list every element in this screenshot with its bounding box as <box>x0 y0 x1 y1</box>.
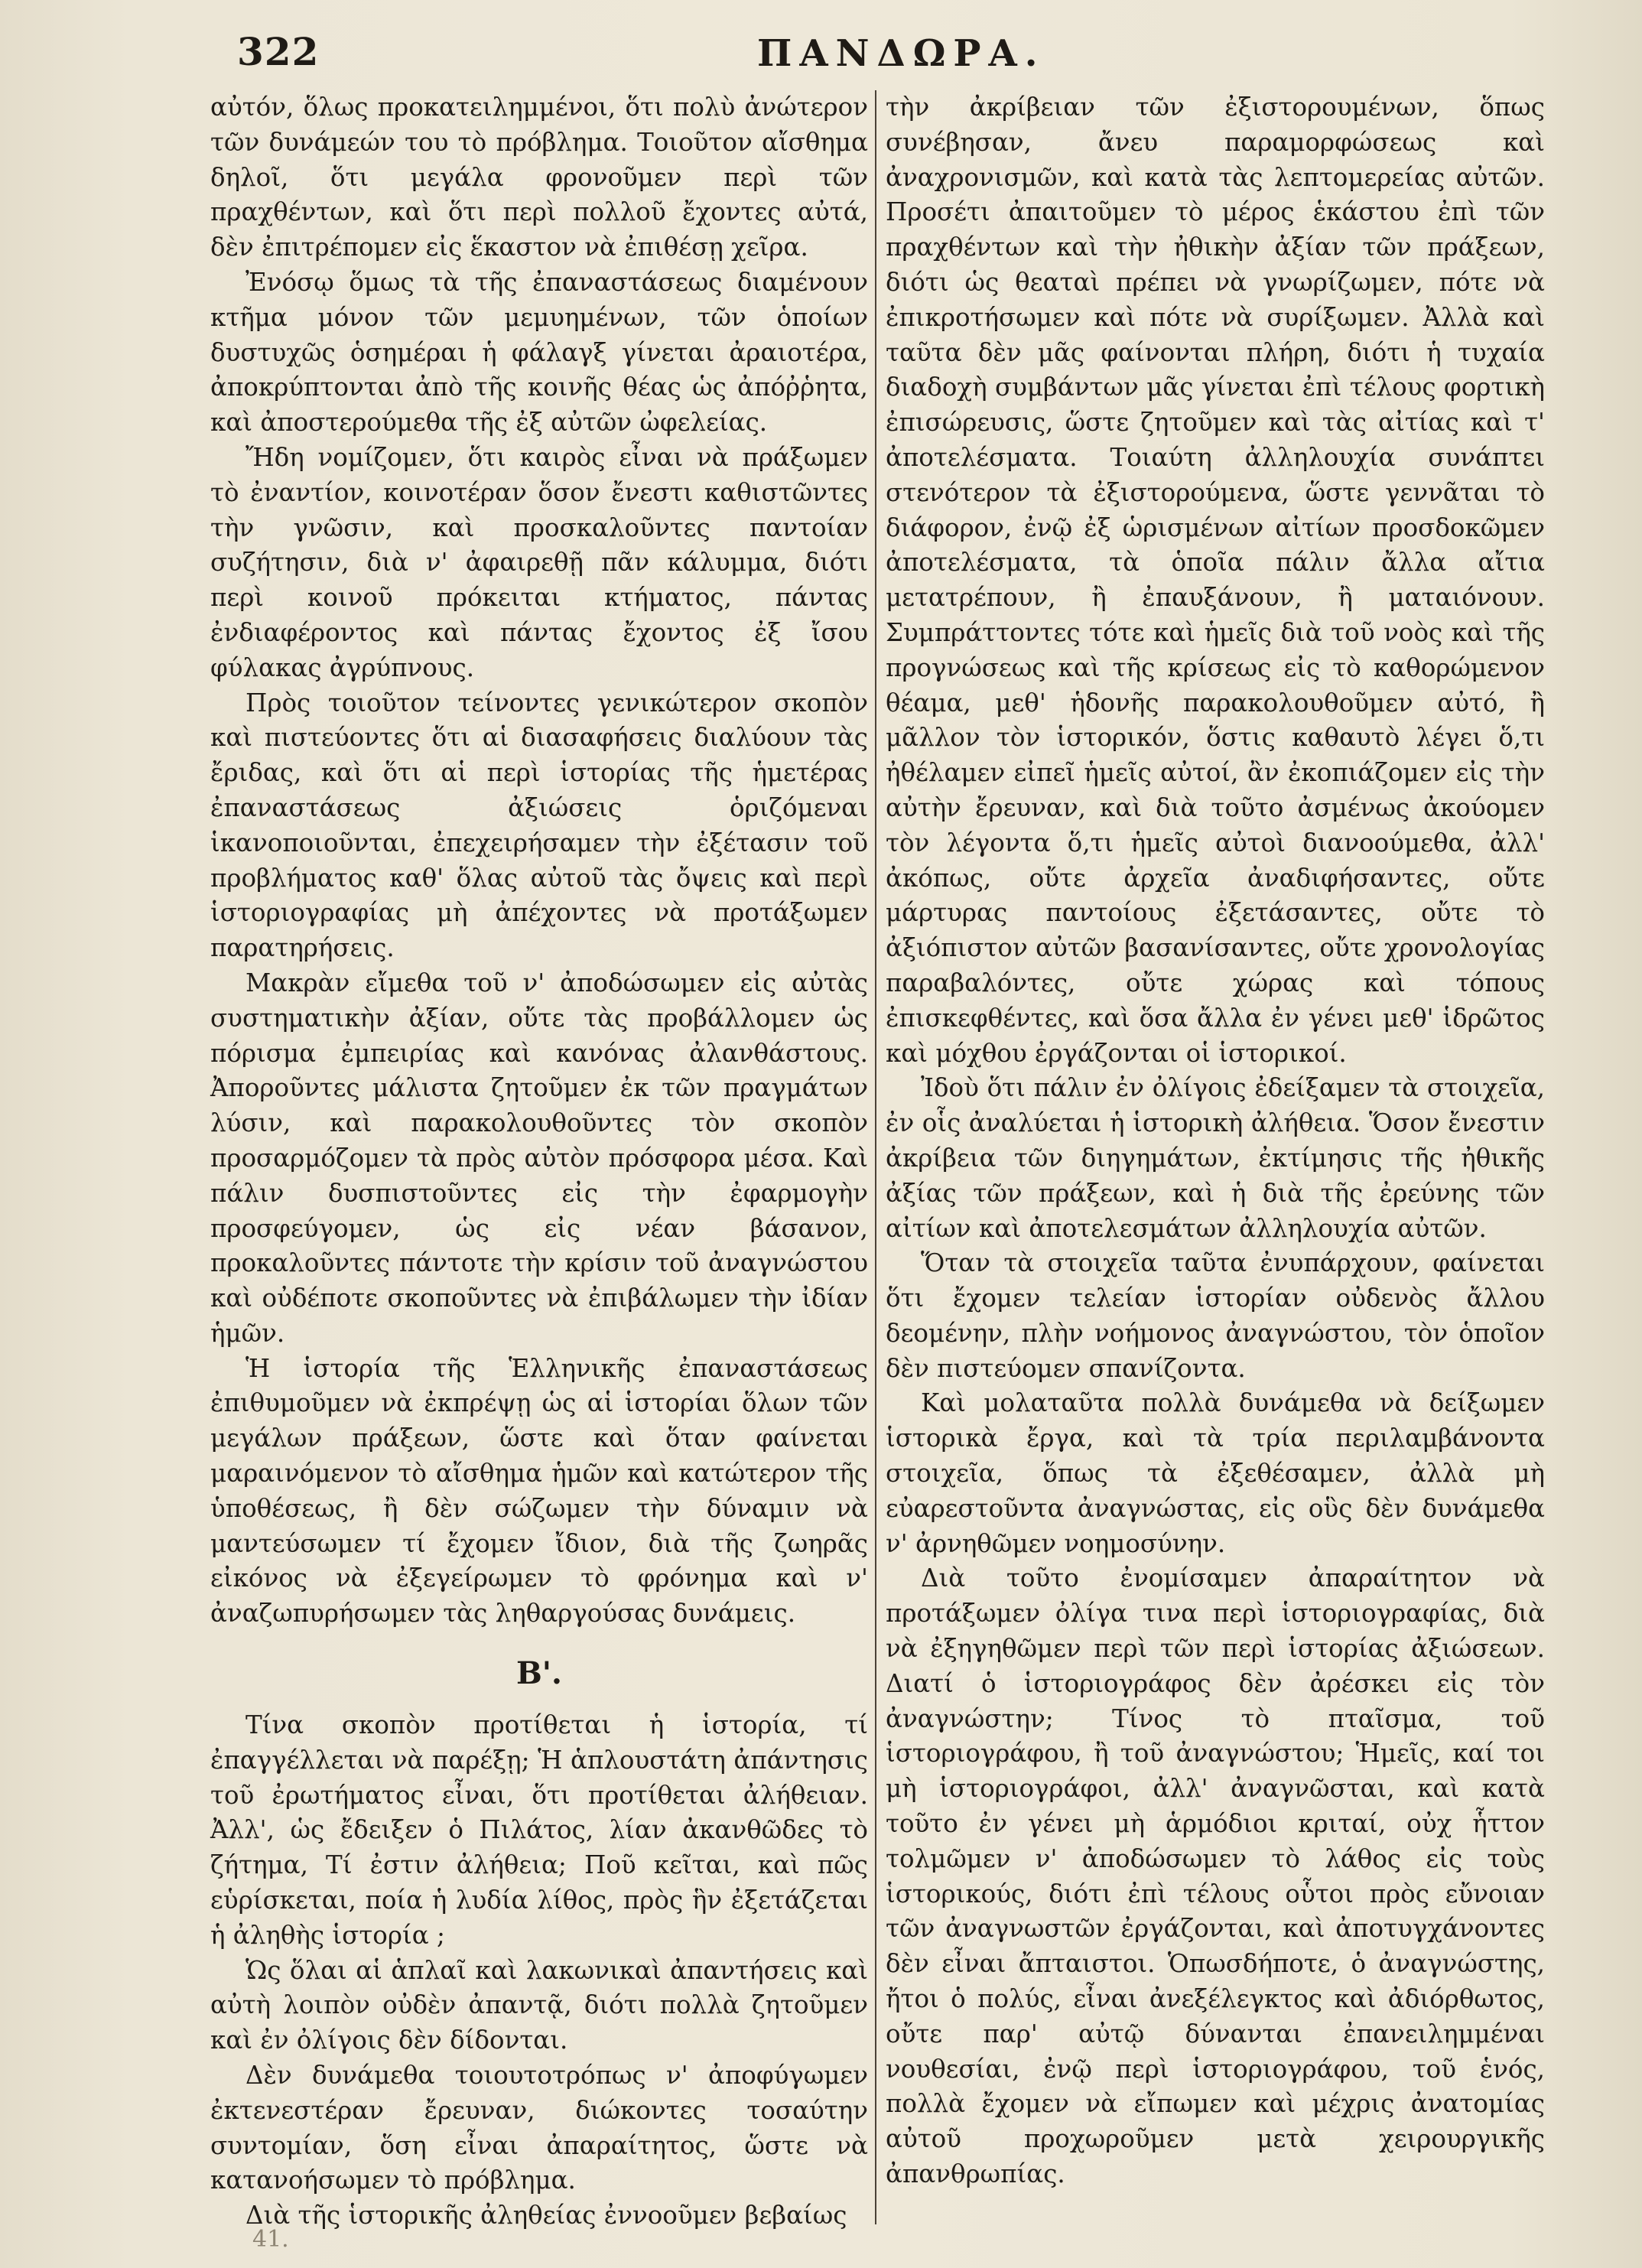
paragraph: Ἐνόσῳ ὅμως τὰ τῆς ἐπαναστάσεως διαμένουν κτῆμα μόνον τῶν μεμυημένων, τῶν ὁποίων δυστυχῶς ὁσημέραι ἡ φάλαγξ γίνεται ἀραιοτέρα, ἀποκρύπτονται ἀπὸ τῆς κοινῆς θέας ὡς ἀπόῤῥητα, καὶ ἀποστερούμεθα τῆς ἐξ αὐτῶν ὠφελείας. <box>210 267 868 438</box>
paragraph: Ἡ ἱστορία τῆς Ἑλληνικῆς ἐπαναστάσεως ἐπιθυμοῦμεν νὰ ἐκπρέψῃ ὡς αἱ ἱστορίαι ὅλων τῶν μεγάλων πράξεων, ὥστε καὶ ὅταν φαίνεται μαραινόμενον τὸ αἴσθημα ἡμῶν καὶ κατώτερον τῆς ὑποθέσεως, ἢ δὲν σώζωμεν τὴν δύναμιν νὰ μαντεύσωμεν τί ἔχομεν ἴδιον, διὰ τῆς ζωηρᾶς εἰκόνος νὰ ἐξεγείρωμεν τὸ φρόνημα καὶ ν' ἀναζωπυρήσωμεν τὰς ληθαργούσας δυνάμεις. <box>210 1353 868 1629</box>
paragraph: τὴν ἀκρίβειαν τῶν ἐξιστορουμένων, ὅπως συνέβησαν, ἄνευ παραμορφώσεως καὶ ἀναχρονισμῶν, καὶ κατὰ τὰς λεπτομερείας αὐτῶν. Προσέτι ἀπαιτοῦμεν τὸ μέρος ἑκάστου ἐπὶ τῶν πραχθέντων καὶ τὴν ἠθικὴν ἀξίαν τῶν πράξεων, διότι ὡς θεαταὶ πρέπει νὰ γνωρίζωμεν, πότε νὰ ἐπικροτήσωμεν καὶ πότε νὰ συρίξωμεν. Ἀλλὰ καὶ ταῦτα δὲν μᾶς φαίνονται πλήρη, διότι ἡ τυχαία διαδοχὴ συμβάντων μᾶς γίνεται ἐπὶ τέλους φορτικὴ ἐπισώρευσις, ὥστε ζητοῦμεν καὶ τὰς αἰτίας καὶ τ' ἀποτελέσματα. Τοιαύτη ἀλληλουχία συνάπτει στενότερον τὰ ἐξιστορούμενα, ὥστε γεννᾶται τὸ διάφορον, ἐνῷ ἐξ ὡρισμένων αἰτίων προσδοκῶμεν ἀποτελέσματα, τὰ ὁποῖα πάλιν ἄλλα αἴτια μετατρέπουν, ἢ ἐπαυξάνουν, ἢ ματαιόνουν. Συμπράττοντες τότε καὶ ἡμεῖς διὰ τοῦ νοὸς καὶ τῆς προγνώσεως καὶ τῆς κρίσεως εἰς τὸ καθορώμενον θέαμα, μεθ' ἡδονῆς παρακολουθοῦμεν αὐτό, ἢ μᾶλλον τὸν ἱστορικόν, ὅστις καθαυτὸ λέγει ὅ,τι ἠθέλαμεν εἰπεῖ ἡμεῖς αὐτοί, ἂν ἐκοπιάζομεν εἰς τὴν αὐτὴν ἔρευναν, καὶ διὰ τοῦτο ἀσμένως ἀκούομεν τὸν λέγοντα ὅ,τι ἡμεῖς αὐτοὶ διανοούμεθα, ἀλλ' ἀκόπως, οὔτε ἀρχεῖα ἀναδιφήσαντες, οὔτε μάρτυρας παντοίους ἐξετάσαντες, οὔτε τὸ ἀξιόπιστον αὐτῶν βασανίσαντες, οὔτε χρονολογίας παραβαλόντες, οὔτε χώρας καὶ τόπους ἐπισκεφθέντες, καὶ ὅσα ἄλλα ἐν γένει μεθ' ἱδρῶτος καὶ μόχθου ἐργάζονται οἱ ἱστορικοί. <box>886 93 1545 1068</box>
page-number: 322 <box>237 29 320 74</box>
paragraph: Καὶ μολαταῦτα πολλὰ δυνάμεθα νὰ δείξωμεν ἱστορικὰ ἔργα, καὶ τὰ τρία περιλαμβάνοντα στοιχεῖα, ὅπως τὰ ἐξεθέσαμεν, ἀλλὰ μὴ εὐαρεστοῦντα ἀναγνώστας, εἰς οὓς δὲν δυνάμεθα ν' ἀρνηθῶμεν νοημοσύνην. <box>886 1388 1545 1558</box>
paragraph: Ἤδη νομίζομεν, ὅτι καιρὸς εἶναι νὰ πράξωμεν τὸ ἐναντίον, κοινοτέραν ὅσον ἔνεστι καθιστῶντες τὴν γνῶσιν, καὶ προσκαλοῦντες παντοίαν συζήτησιν, διὰ ν' ἀφαιρεθῇ πᾶν κάλυμμα, διότι περὶ κοινοῦ πρόκειται κτήματος, πάντας ἐνδιαφέροντος καὶ πάντας ἔχοντος ἐξ ἴσου φύλακας ἀγρύπνους. <box>210 442 868 682</box>
left-column <box>210 90 868 2234</box>
paragraph: Πρὸς τοιοῦτον τείνοντες γενικώτερον σκοπὸν καὶ πιστεύοντες ὅτι αἱ διασαφήσεις διαλύουν τὰς ἔριδας, καὶ ὅτι αἱ περὶ ἱστορίας τῆς ἡμετέρας ἐπαναστάσεως ἀξιώσεις ὁριζόμεναι ἱκανοποιοῦνται, ἐπεχειρήσαμεν τὴν ἐξέτασιν τοῦ προβλήματος καθ' ὅλας αὐτοῦ τὰς ὄψεις καὶ περὶ ἱστοριογραφίας μὴ ἀπέχοντες νὰ προτάξωμεν παρατηρήσεις. <box>210 688 868 963</box>
right-column <box>886 90 1545 2192</box>
paragraph: Διὰ τοῦτο ἐνομίσαμεν ἀπαραίτητον νὰ προτάξωμεν ὀλίγα τινα περὶ ἱστοριογραφίας, διὰ νὰ ἐξηγηθῶμεν περὶ τῶν περὶ ἱστορίας ἀξιώσεων. Διατί ὁ ἱστοριογράφος δὲν ἀρέσκει εἰς τὸν ἀναγνώστην; Τίνος τὸ πταῖσμα, τοῦ ἱστοριογράφου, ἢ τοῦ ἀναγνώστου; Ἡμεῖς, καί τοι μὴ ἱστοριογράφοι, ἀλλ' ἀναγνῶσται, καὶ κατὰ τοῦτο ἐν γένει μὴ ἁρμόδιοι κριταί, οὐχ ἧττον τολμῶμεν ν' ἀποδώσωμεν τὸ λάθος εἰς τοὺς ἱστορικούς, διότι ἐπὶ τέλους οὗτοι πρὸς εὔνοιαν τῶν ἀναγνωστῶν ἐργάζονται, καὶ ἀποτυγχάνοντες δὲν εἶναι ἄπταιστοι. Ὁπωσδήποτε, ὁ ἀναγνώστης, ἤτοι ὁ πολύς, εἶναι ἀνεξέλεγκτος καὶ ἀδιόρθωτος, οὔτε παρ' αὐτῷ δύνανται ἐπανειλημμέναι νουθεσίαι, ἐνῷ περὶ ἱστοριογράφου, τοῦ ἑνός, πολλὰ ἔχομεν νὰ εἴπωμεν καὶ μέχρις ἀνατομίας αὐτοῦ προχωροῦμεν μετὰ χειρουργικῆς ἀπανθρωπίας. <box>886 1564 1545 2189</box>
paragraph: Δὲν δυνάμεθα τοιουτοτρόπως ν' ἀποφύγωμεν ἐκτενεστέραν ἔρευναν, διώκοντες τοσαύτην συντομίαν, ὅση εἶναι ἀπαραίτητος, ὥστε νὰ κατανοήσωμεν τὸ πρόβλημα. <box>210 2061 868 2195</box>
paragraph: Μακρὰν εἴμεθα τοῦ ν' ἀποδώσωμεν εἰς αὐτὰς συστηματικὴν ἀξίαν, οὔτε τὰς προβάλλομεν ὡς πόρισμα ἐμπειρίας καὶ κανόνας ἀλανθάστους. Ἀποροῦντες μάλιστα ζητοῦμεν ἐκ τῶν πραγμάτων λύσιν, καὶ παρακολουθοῦντες τὸν σκοπὸν προσαρμόζομεν τὰ πρὸς αὐτὸν πρόσφορα μέσα. Καὶ πάλιν δυσπιστοῦντες εἰς τὴν ἐφαρμογὴν προσφεύγομεν, ὡς εἰς νέαν βάσανον, προκαλοῦντες πάντοτε τὴν κρίσιν τοῦ ἀναγνώστου καὶ οὐδέποτε σκοποῦντες νὰ ἐπιβάλωμεν τὴν ἰδίαν ἡμῶν. <box>210 968 868 1348</box>
paragraph: αὐτόν, ὅλως προκατειλημμένοι, ὅτι πολὺ ἀνώτερον τῶν δυνάμεών του τὸ πρόβλημα. Τοιοῦτον αἴσθημα δηλοῖ, ὅτι μεγάλα φρονοῦμεν περὶ τῶν πραχθέντων, καὶ ὅτι περὶ πολλοῦ ἔχοντες αὐτά, δὲν ἐπιτρέπομεν εἰς ἕκαστον νὰ ἐπιθέσῃ χεῖρα. <box>210 93 868 262</box>
running-title: ΠΑΝΔΩΡΑ. <box>757 32 1045 75</box>
signature-mark: 41. <box>252 2226 289 2253</box>
paragraph: Τίνα σκοπὸν προτίθεται ἡ ἱστορία, τί ἐπαγγέλλεται νὰ παρέξῃ; Ἡ ἁπλουστάτη ἀπάντησις τοῦ ἐρωτήματος εἶναι, ὅτι προτίθεται ἀλήθειαν. Ἀλλ', ὡς ἔδειξεν ὁ Πιλάτος, λίαν ἀκανθῶδες τὸ ζήτημα, Τί ἐστιν ἀλήθεια; Ποῦ κεῖται, καὶ πῶς εὑρίσκεται, ποία ἡ λυδία λίθος, πρὸς ἣν ἐξετάζεται ἡ ἀληθὴς ἱστορία ; <box>210 1710 868 1950</box>
page-header <box>237 29 1553 75</box>
paragraph: Διὰ τῆς ἱστορικῆς ἀληθείας ἐννοοῦμεν βεβαίως <box>245 2201 847 2231</box>
section-heading: Β'. <box>516 1655 562 1692</box>
paragraph: Ὡς ὅλαι αἱ ἁπλαῖ καὶ λακωνικαὶ ἀπαντήσεις καὶ αὐτὴ λοιπὸν οὐδὲν ἀπαντᾷ, διότι πολλὰ ζητοῦμεν καὶ ἐν ὀλίγοις δὲν δίδονται. <box>210 1955 868 2055</box>
paragraph: Ἰδοὺ ὅτι πάλιν ἐν ὀλίγοις ἐδείξαμεν τὰ στοιχεῖα, ἐν οἷς ἀναλύεται ἡ ἱστορικὴ ἀλήθεια. Ὅσον ἔνεστιν ἀκρίβεια τῶν διηγημάτων, ἐκτίμησις τῆς ἠθικῆς ἀξίας τῶν πράξεων, καὶ ἡ διὰ τῆς ἐρεύνης τῶν αἰτίων καὶ ἀποτελεσμάτων ἀλληλουχία αὐτῶν. <box>886 1073 1545 1243</box>
column-divider <box>875 90 876 2224</box>
paragraph: Ὅταν τὰ στοιχεῖα ταῦτα ἐνυπάρχουν, φαίνεται ὅτι ἔχομεν τελείαν ἱστορίαν οὐδενὸς ἄλλου δεομένην, πλὴν νοήμονος ἀναγνώστου, τὸν ὁποῖον δὲν πιστεύομεν σπανίζοντα. <box>886 1248 1545 1383</box>
